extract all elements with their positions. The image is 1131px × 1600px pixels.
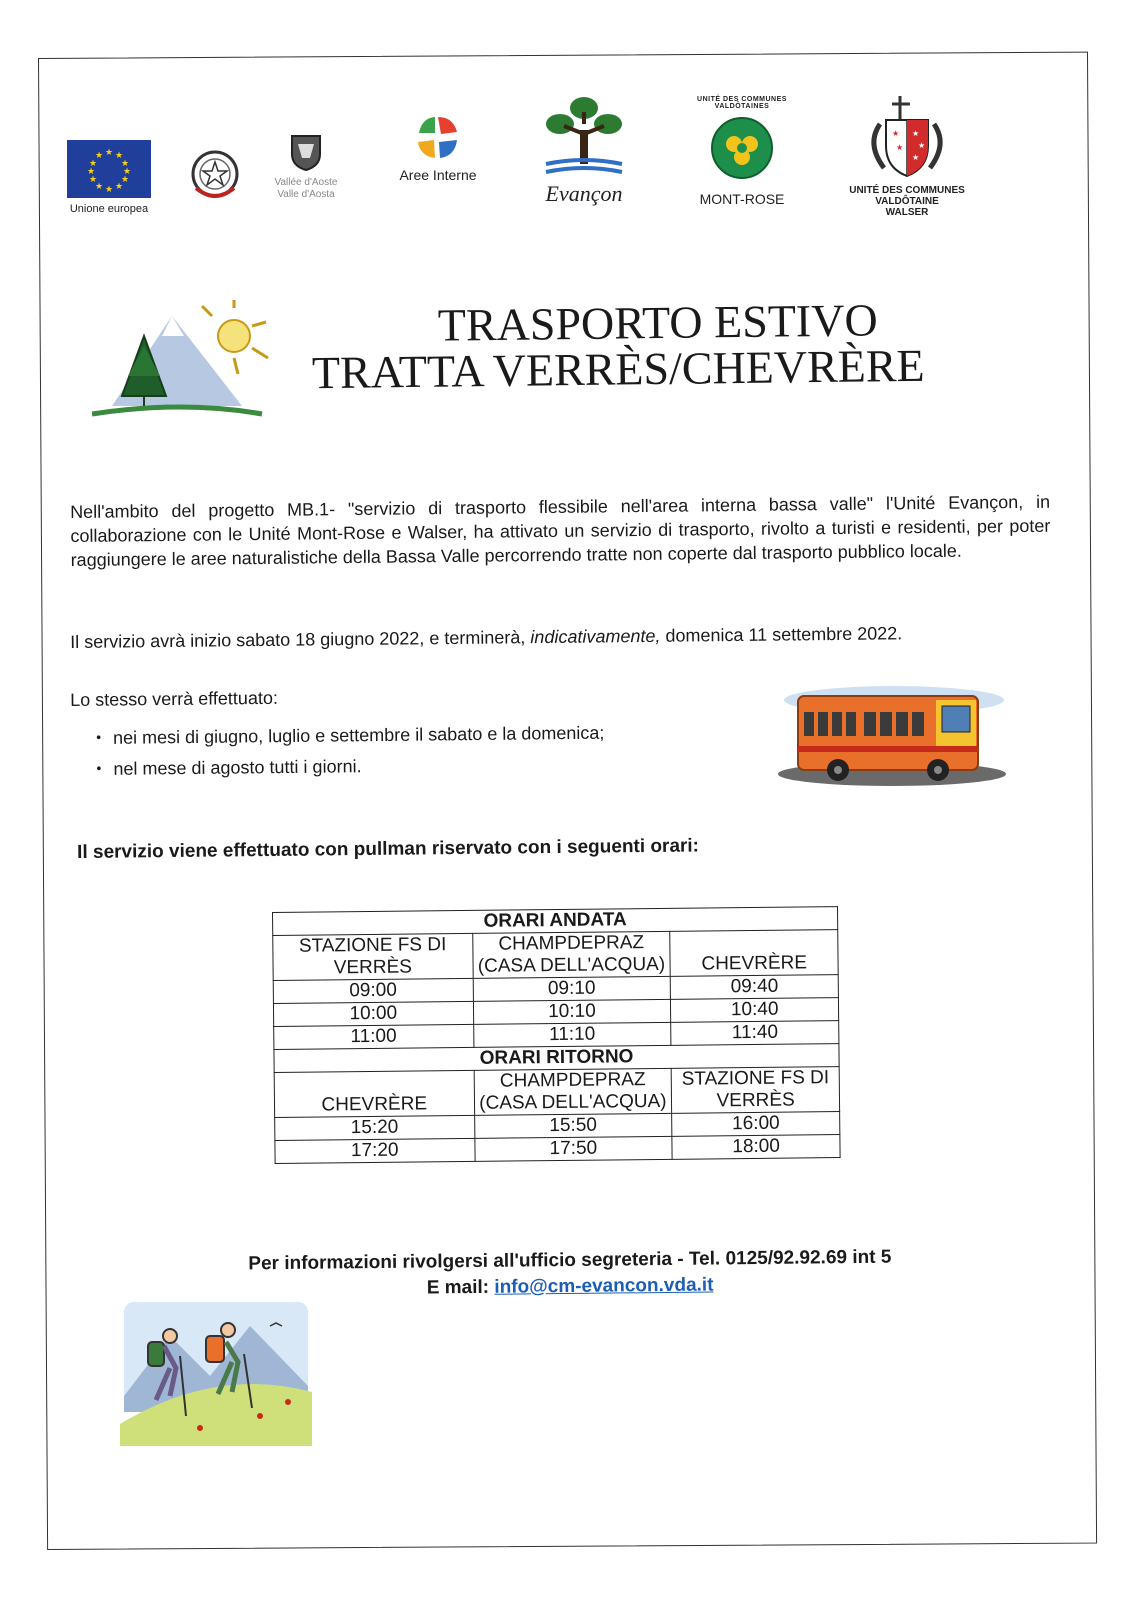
header-text: (CASA DELL'ACQUA) [477,953,666,977]
vda-caption-top: Vallée d'Aoste [274,177,338,188]
italy-emblem [188,144,242,211]
contact-info [190,1244,951,1304]
page-title [311,294,998,399]
walser-shield-icon [862,94,952,180]
table-cell: 11:10 [473,1022,671,1047]
schedule-intro: Lo stesso verrà effettuato: [70,687,279,710]
title-line-1: TRASPORTO ESTIVO [437,294,878,351]
walser-caption-2: WALSER [885,207,929,218]
svg-text:★: ★ [912,153,920,162]
email-link[interactable]: info@cm-evancon.vda.it [494,1274,714,1298]
montrose-logo [686,96,798,207]
table-row [273,930,838,981]
svg-text:★: ★ [892,129,900,138]
header-text: (CASA DELL'ACQUA) [479,1090,667,1114]
svg-text:★: ★ [114,182,124,192]
ritorno-col3-header [671,1067,839,1114]
svg-text:★: ★ [896,143,904,152]
andata-title: ORARI ANDATA [273,907,838,936]
svg-text:★: ★ [918,141,926,150]
ritorno-col1-header: CHEVRÈRE [274,1070,474,1117]
montrose-caption: MONT-ROSE [699,191,785,207]
andata-col1-header [273,933,473,980]
table-cell: 10:00 [273,1001,473,1026]
italian-emblem-icon [188,144,242,206]
svg-text:★: ★ [114,151,124,161]
svg-text:★: ★ [104,185,114,195]
eu-caption: Unione europea [69,203,149,215]
tree-icon [538,94,630,180]
table-cell: 17:20 [275,1138,475,1163]
table-cell: 10:10 [473,999,671,1024]
vda-shield-icon [288,132,324,172]
table-cell: 09:10 [473,976,671,1001]
montrose-ring-text: UNITÉ DES COMMUNES VALDÔTAINES [697,96,787,110]
evancon-caption: Evançon [545,181,623,206]
table-cell: 15:20 [275,1115,475,1140]
header-text: CHAMPDEPRAZ [499,1069,646,1092]
svg-text:★: ★ [912,129,920,138]
table-cell: 09:00 [273,978,473,1003]
svg-text:★: ★ [86,167,96,177]
eu-logo [66,140,152,215]
eu-flag-icon [67,140,151,198]
aree-interne-icon [413,112,463,162]
schedule-list [96,717,605,784]
evancon-logo [532,94,636,207]
header-text: VERRÈS [333,956,413,979]
timetable [272,906,841,1164]
ritorno-col2-header [474,1068,672,1115]
vda-logo [270,132,342,201]
hikers-illustration [120,1296,312,1446]
walser-caption-1: UNITÉ DES COMMUNES VALDÔTAINE [849,185,965,207]
bus-illustration [776,682,1008,794]
svg-text:★: ★ [88,159,98,169]
table-cell: 18:00 [672,1135,840,1160]
vda-caption-bottom: Valle d'Aosta [277,189,335,200]
list-item: • nei mesi di giugno, luglio e settembre il sabato e la domenica; [96,717,604,753]
svg-text:★: ★ [94,182,104,192]
table-cell: 17:50 [474,1136,672,1161]
svg-text:★: ★ [104,148,114,158]
header-text: CHAMPDEPRAZ [498,932,645,955]
dates-text-italic: indicativamente, [530,625,661,648]
table-cell: 11:00 [274,1024,474,1049]
list-item: • nel mese di agosto tutti i giorni. [96,748,604,784]
dates-text-b: domenica 11 settembre 2022. [660,623,903,646]
title-line-2: TRATTA VERRÈS/CHEVRÈRE [311,339,925,399]
header-text: STAZIONE FS DI [681,1067,830,1090]
header-text: STAZIONE FS DI [298,934,447,957]
svg-text:★: ★ [88,175,98,185]
dates-text-a: Il servizio avrà inizio sabato 18 giugno 2022, e terminerà, [70,627,531,652]
andata-col3-header: CHEVRÈRE [670,930,838,977]
service-heading: Il servizio viene effettuato con pullman riservato con i seguenti orari: [77,835,700,863]
table-cell: 11:40 [671,1021,839,1046]
contact-phone-line: Per informazioni rivolgersi all'ufficio segreteria - Tel. 0125/92.92.69 int 5 [248,1246,892,1275]
intro-paragraph: Nell'ambito del progetto MB.1- "servizio di trasporto flessibile nell'area interna bassa valle" l'Unité Evançon, in collaborazione con le Unité Mont-Rose e Walser, ha attivato un servizio di trasporto, rivolto a turisti e residenti, per poter raggiungere le aree naturalistiche della Bassa Valle percorrendo tratte non coperte dal trasporto pubblico locale. [70,491,1051,570]
aree-interne-logo [392,112,484,183]
header-text: VERRÈS [716,1089,795,1112]
montrose-seal-icon [694,100,790,190]
svg-text:★: ★ [120,159,130,169]
table-cell: 16:00 [672,1112,840,1137]
andata-col2-header [472,931,670,978]
table-cell: 10:40 [671,998,839,1023]
table-cell: 09:40 [670,975,838,1000]
ritorno-title: ORARI RITORNO [274,1044,839,1073]
svg-text:★: ★ [120,175,130,185]
email-label: E mail: [426,1276,495,1299]
table-cell: 15:50 [474,1113,672,1138]
svg-text:★: ★ [122,167,132,177]
aree-interne-caption: Aree Interne [399,167,477,183]
table-row [274,1067,839,1118]
svg-text:★: ★ [94,151,104,161]
walser-logo [824,94,990,218]
